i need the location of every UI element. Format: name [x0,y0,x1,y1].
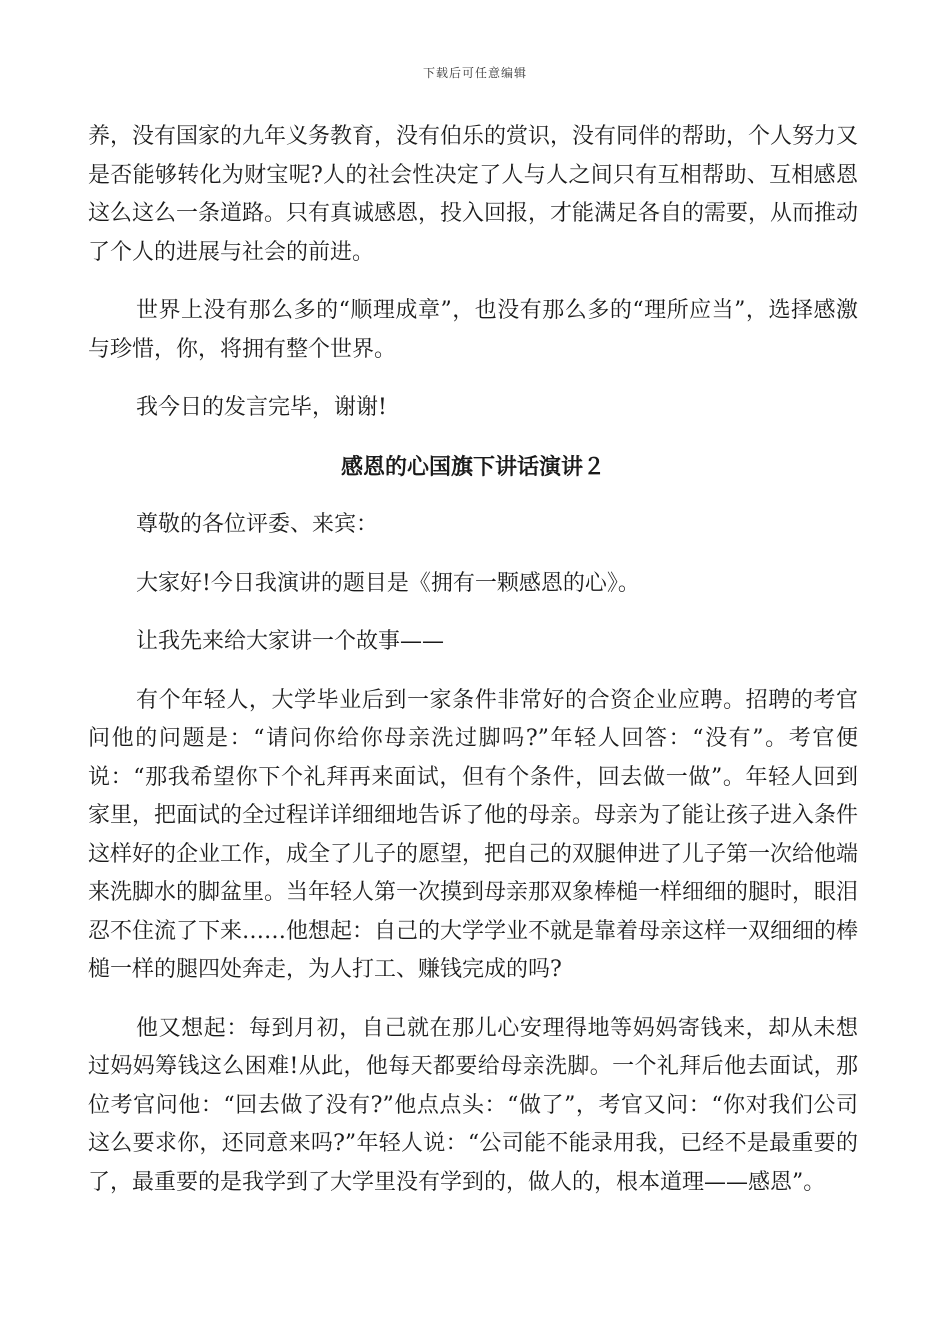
paragraph: 世界上没有那么多的“顺理成章”，也没有那么多的“理所应当”，选择感激与珍惜，你，将拥有整个世界。 [88,298,858,362]
document-body [88,118,858,1222]
paragraph-continuation: 养，没有国家的九年义务教育，没有伯乐的赏识，没有同伴的帮助，个人努力又是否能够转化为财宝呢?人的社会性决定了人与人之间只有互相帮助、互相感恩这么这么一条道路。只有真诚感恩，投入回报，才能满足各自的需要，从而推动了个人的进展与社会的前进。 [88,124,859,265]
paragraph-story: 有个年轻人，大学毕业后到一家条件非常好的合资企业应聘。招聘的考官问他的问题是：“请问你给你母亲洗过脚吗?”年轻人回答：“没有”。考官便说：“那我希望你下个礼拜再来面试，但有个条件，回去做一做”。年轻人回到家里，把面试的全过程详详细细地告诉了他的母亲。母亲为了能让孩子进入条件这样好的企业工作，成全了儿子的愿望，把自己的双腿伸进了儿子第一次给他端来洗脚水的脚盆里。当年轻人第一次摸到母亲那双象棒槌一样细细的腿时，眼泪忍不住流了下来……他想起：自己的大学学业不就是靠着母亲这样一双细细的棒槌一样的腿四处奔走，为人打工、赚钱完成的吗? [88,687,859,982]
paragraph-salutation: 尊敬的各位评委、来宾： [136,512,379,537]
section-title: 感恩的心国旗下讲话演讲２ [340,453,605,480]
paragraph-closing: 我今日的发言完毕，谢谢! [136,395,387,420]
page-header: 下载后可任意编辑 [422,66,527,80]
paragraph-story: 他又想起：每到月初，自己就在那儿心安理得地等妈妈寄钱来，却从未想过妈妈筹钱这么困难!从此，他每天都要给母亲洗脚。一个礼拜后他去面试，那位考官问他：“回去做了没有?”他点点头：“做了”，考官又问：“你对我们公司这么要求你，还同意来吗?”年轻人说：“公司能不能录用我，已经不是最重要的了，最重要的是我学到了大学里没有学到的，做人的，根本道理——感恩”。 [88,1015,858,1195]
paragraph: 让我先来给大家讲一个故事—— [136,629,445,654]
paragraph-greeting: 大家好!今日我演讲的题目是《拥有一颗感恩的心》。 [136,570,640,596]
